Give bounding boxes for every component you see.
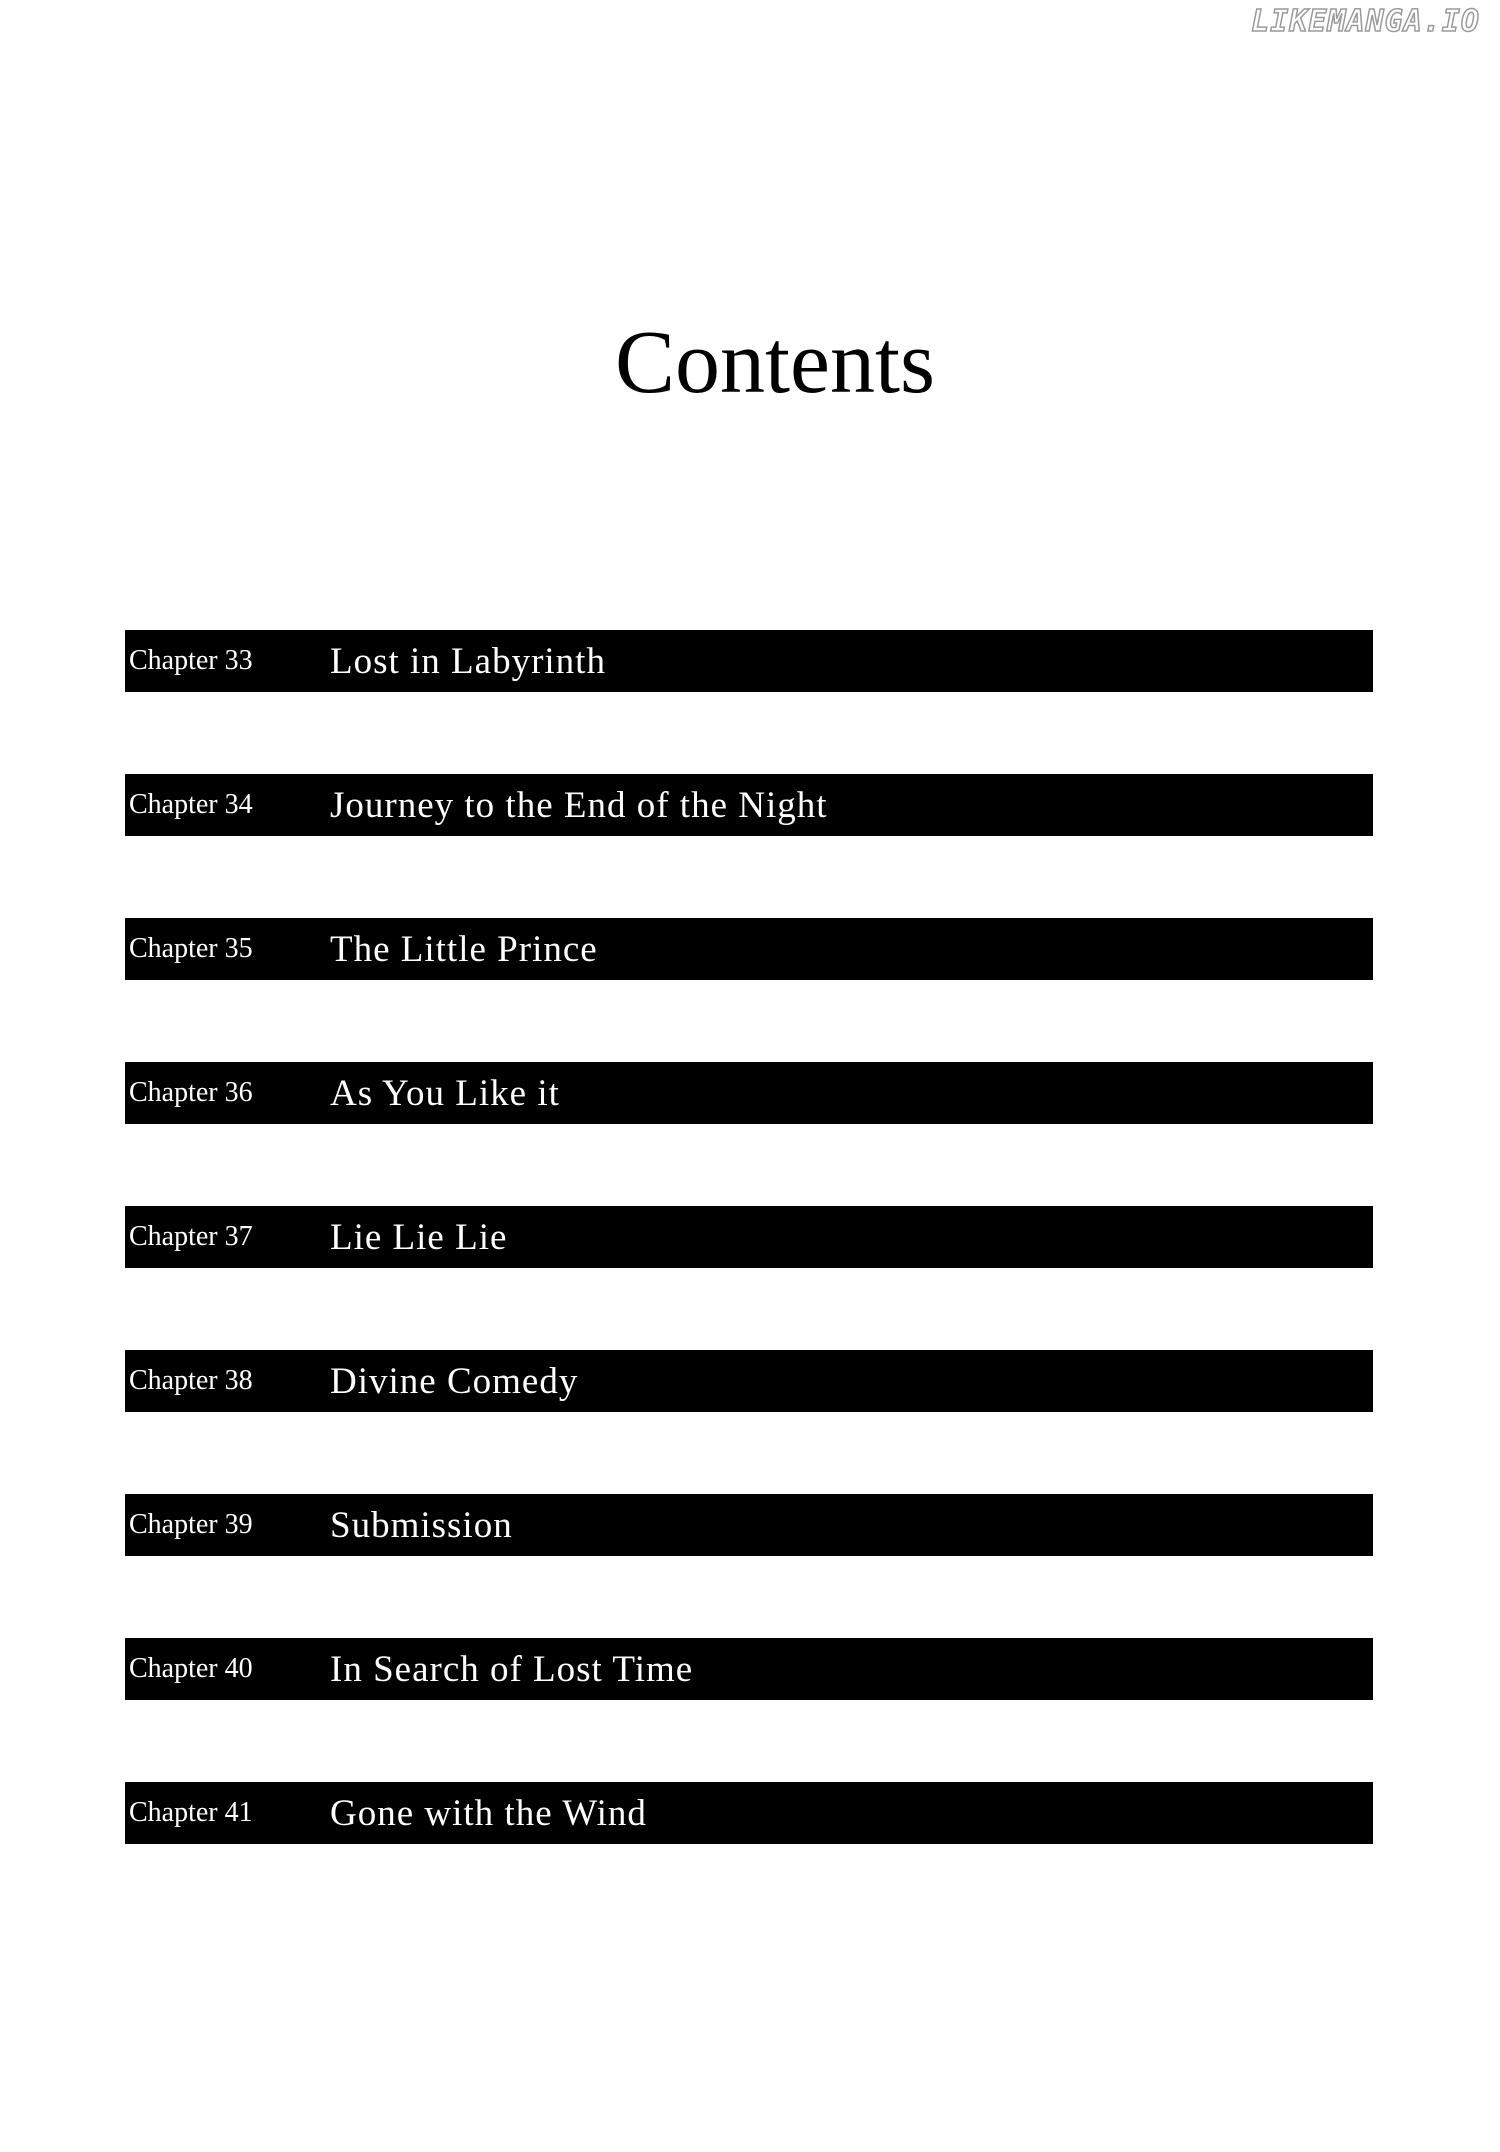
chapter-number: Chapter 36	[129, 1077, 253, 1108]
toc-row-chapter-39[interactable]	[125, 1494, 1373, 1556]
chapter-title: In Search of Lost Time	[330, 1648, 694, 1690]
toc-row-chapter-41[interactable]	[125, 1782, 1373, 1844]
chapter-title: The Little Prince	[330, 928, 598, 970]
chapter-title: As You Like it	[330, 1072, 560, 1114]
chapter-title: Lost in Labyrinth	[330, 640, 606, 682]
toc-row-chapter-33[interactable]	[125, 630, 1373, 692]
toc-row-chapter-38[interactable]	[125, 1350, 1373, 1412]
chapter-number: Chapter 40	[129, 1653, 253, 1684]
chapter-title: Submission	[330, 1504, 513, 1546]
chapter-title: Divine Comedy	[330, 1360, 579, 1402]
toc-row-chapter-36[interactable]	[125, 1062, 1373, 1124]
toc-row-chapter-40[interactable]	[125, 1638, 1373, 1700]
page-title: Contents	[614, 313, 935, 412]
table-of-contents	[125, 630, 1373, 1926]
toc-row-chapter-37[interactable]	[125, 1206, 1373, 1268]
chapter-title: Gone with the Wind	[330, 1792, 647, 1834]
chapter-number: Chapter 38	[129, 1365, 253, 1396]
chapter-number: Chapter 41	[129, 1797, 253, 1828]
chapter-title: Journey to the End of the Night	[330, 784, 828, 826]
watermark: LIKEMANGA.IO	[1251, 4, 1480, 39]
toc-row-chapter-35[interactable]	[125, 918, 1373, 980]
chapter-number: Chapter 37	[129, 1221, 253, 1252]
chapter-number: Chapter 34	[129, 789, 253, 820]
chapter-title: Lie Lie Lie	[330, 1216, 508, 1258]
toc-row-chapter-34[interactable]	[125, 774, 1373, 836]
chapter-number: Chapter 33	[129, 645, 253, 676]
chapter-number: Chapter 35	[129, 933, 253, 964]
chapter-number: Chapter 39	[129, 1509, 253, 1540]
